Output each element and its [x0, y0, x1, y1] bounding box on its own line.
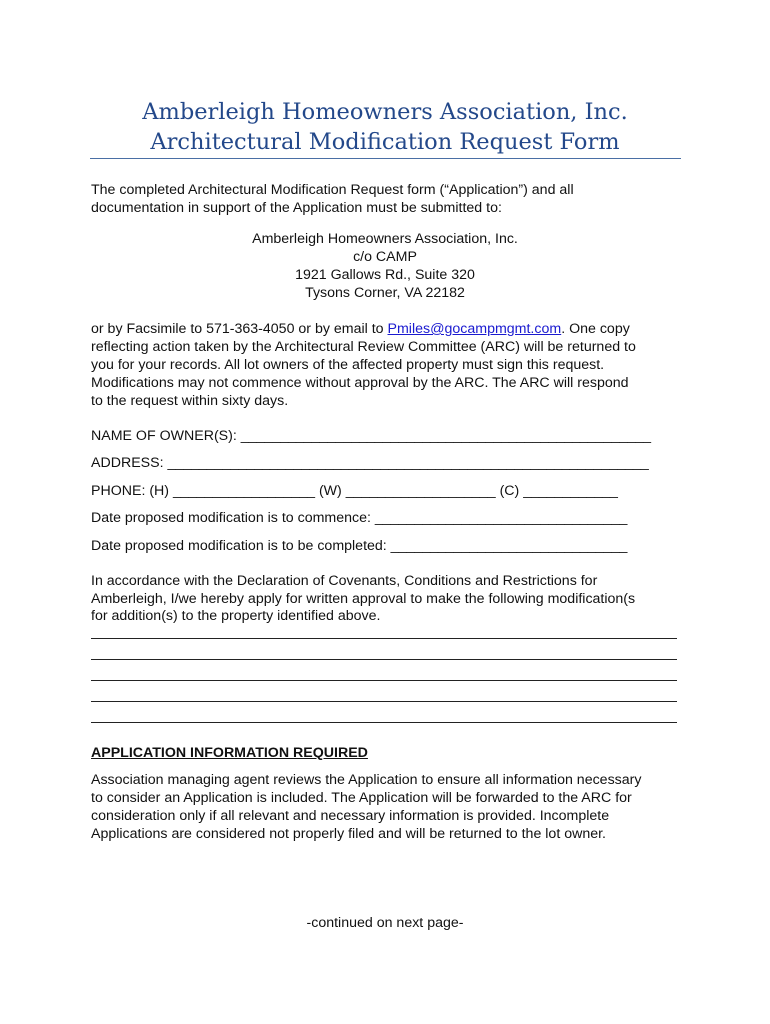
description-blank-line[interactable]	[91, 722, 677, 723]
declaration-line-2: Amberleigh, I/we hereby apply for written approval to make the following modification(s	[91, 591, 636, 607]
description-blank-line[interactable]	[91, 659, 677, 660]
declaration-line-1: In accordance with the Declaration of Covenants, Conditions and Restrictions for	[91, 573, 598, 589]
continued-note: -continued on next page-	[306, 915, 464, 931]
submission-line-5: to the request within sixty days.	[91, 393, 289, 409]
submission-text-before: or by Facsimile to 571-363-4050 or by email to	[91, 321, 388, 337]
submission-line-2: reflecting action taken by the Architectural Review Committee (ARC) will be returned to	[91, 339, 636, 355]
address-field[interactable]: ADDRESS: _____________________________________________________________	[91, 455, 649, 471]
intro-line-2: documentation in support of the Application must be submitted to:	[91, 200, 502, 216]
address-line-4: Tysons Corner, VA 22182	[305, 285, 465, 301]
address-line-2: c/o CAMP	[353, 249, 417, 265]
address-line-3: 1921 Gallows Rd., Suite 320	[295, 267, 475, 283]
page-title-line-1: Amberleigh Homeowners Association, Inc.	[142, 99, 628, 125]
application-info-heading: APPLICATION INFORMATION REQUIRED	[91, 745, 368, 761]
application-info-line-4: Applications are considered not properly filed and will be returned to the lot owner.	[91, 826, 606, 842]
submission-line-1	[91, 320, 691, 338]
address-line-1: Amberleigh Homeowners Association, Inc.	[252, 231, 518, 247]
declaration-line-3: for addition(s) to the property identified above.	[91, 608, 381, 624]
completion-date-field[interactable]: Date proposed modification is to be completed: ______________________________	[91, 538, 628, 554]
description-blank-line[interactable]	[91, 680, 677, 681]
email-link[interactable]: Pmiles@gocampmgmt.com	[387, 321, 562, 337]
phone-field[interactable]: PHONE: (H) __________________ (W) ___________________ (C) ____________	[91, 483, 618, 499]
title-rule	[90, 158, 681, 159]
description-blank-line[interactable]	[91, 701, 677, 702]
submission-line-4: Modifications may not commence without approval by the ARC. The ARC will respond	[91, 375, 629, 391]
owner-field[interactable]: NAME OF OWNER(S): ____________________________________________________	[91, 428, 652, 444]
application-info-line-1: Association managing agent reviews the Application to ensure all information necessary	[91, 772, 642, 788]
application-info-line-2: to consider an Application is included. The Application will be forwarded to the ARC for	[91, 790, 632, 806]
page-title-line-2: Architectural Modification Request Form	[150, 129, 620, 155]
submission-line-3: you for your records. All lot owners of the affected property must sign this request.	[91, 357, 605, 373]
submission-text-after: . One copy	[561, 321, 630, 337]
description-blank-line[interactable]	[91, 638, 677, 639]
application-info-line-3: consideration only if all relevant and necessary information is provided. Incomplete	[91, 808, 610, 824]
intro-line-1: The completed Architectural Modification Request form (“Application”) and all	[91, 182, 574, 198]
commence-date-field[interactable]: Date proposed modification is to commence: ________________________________	[91, 510, 628, 526]
